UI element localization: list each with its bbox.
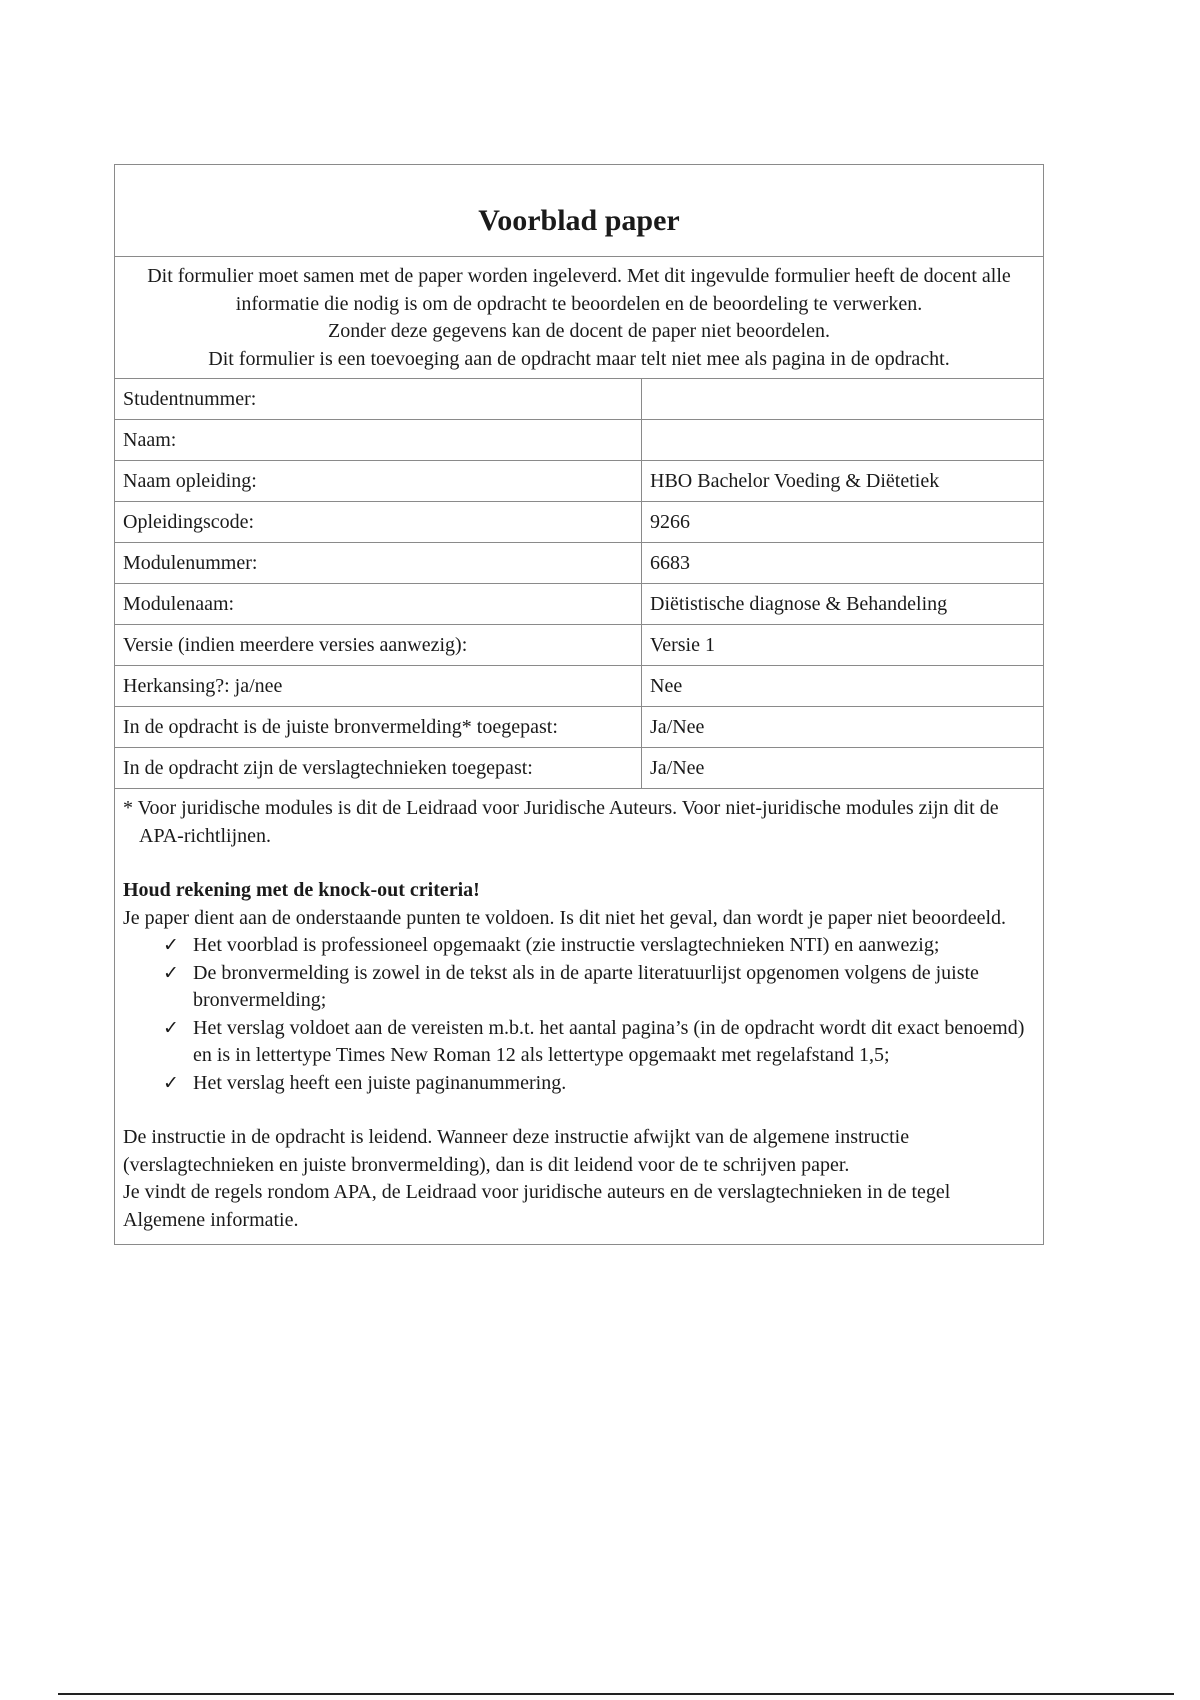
knockout-list: [123, 932, 1035, 1097]
table-row: [115, 625, 1043, 666]
field-label-modulenummer: Modulenummer:: [115, 543, 642, 584]
field-label-modulenaam: Modulenaam:: [115, 584, 642, 625]
field-value-verslagtechnieken: Ja/Nee: [642, 748, 1044, 789]
checkmark-icon: ✓: [163, 1016, 179, 1039]
table-row: [115, 502, 1043, 543]
field-label-naam-opleiding: Naam opleiding:: [115, 461, 642, 502]
table-row: [115, 420, 1043, 461]
list-item: [163, 1070, 1035, 1098]
field-value-opleidingscode: 9266: [642, 502, 1044, 543]
spacer: [123, 850, 1035, 877]
list-item-text: Het verslag heeft een juiste paginanummering.: [193, 1071, 567, 1094]
table-row: [115, 707, 1043, 748]
checkmark-icon: ✓: [163, 934, 179, 956]
knockout-heading: Houd rekening met de knock-out criteria!: [123, 879, 480, 901]
list-item: [163, 1015, 1035, 1070]
table-row: [115, 748, 1043, 789]
field-label-versie: Versie (indien meerdere versies aanwezig):: [115, 625, 642, 666]
checkmark-icon: ✓: [163, 961, 179, 984]
footnote: * Voor juridische modules is dit de Leidraad voor Juridische Auteurs. Voor niet-juridische modules zijn dit de APA-richtlijnen.: [123, 797, 999, 847]
field-value-versie: Versie 1: [642, 625, 1044, 666]
page-title: Voorblad paper: [478, 204, 680, 237]
field-value-naam[interactable]: [642, 420, 1044, 461]
spacer: [123, 1097, 1035, 1124]
checkmark-icon: ✓: [163, 1071, 179, 1094]
intro-paragraph: Zonder deze gegevens kan de docent de paper niet beoordelen.: [328, 320, 830, 342]
intro-paragraph: Dit formulier moet samen met de paper worden ingeleverd. Met dit ingevulde formulier heeft de docent alle informatie die nodig is om de opdracht te beoordelen en de beoordeling te verwerken.: [147, 265, 1011, 315]
title-row: [115, 165, 1043, 257]
field-value-modulenummer: 6683: [642, 543, 1044, 584]
field-label-verslagtechnieken: In de opdracht zijn de verslagtechnieken toegepast:: [115, 748, 642, 789]
field-value-studentnummer[interactable]: [642, 379, 1044, 420]
list-item-text: De bronvermelding is zowel in de tekst als in de aparte literatuurlijst opgenomen volgens de juiste bronvermelding;: [193, 961, 979, 1011]
list-item: [163, 932, 1035, 960]
intro-paragraph: Dit formulier is een toevoeging aan de opdracht maar telt niet mee als pagina in de opdracht.: [208, 347, 950, 370]
field-value-bronvermelding: Ja/Nee: [642, 707, 1044, 748]
field-value-herkansing: Nee: [642, 666, 1044, 707]
list-item-text: Het verslag voldoet aan de vereisten m.b.t. het aantal pagina’s (in de opdracht wordt dit exact benoemd) en is in lettertype Times New Roman 12 als lettertype opgemaakt met regelafstand 1,5;: [193, 1016, 1025, 1066]
closing-paragraph: Je vindt de regels rondom APA, de Leidraad voor juridische auteurs en de verslagtechnieken in de tegel Algemene informatie.: [123, 1181, 951, 1231]
field-label-herkansing: Herkansing?: ja/nee: [115, 666, 642, 707]
table-row: [115, 461, 1043, 502]
table-row: [115, 543, 1043, 584]
table-row: [115, 666, 1043, 707]
table-row: [115, 584, 1043, 625]
fields-table: [115, 379, 1043, 789]
field-label-opleidingscode: Opleidingscode:: [115, 502, 642, 543]
field-value-modulenaam: Diëtistische diagnose & Behandeling: [642, 584, 1044, 625]
list-item: [163, 960, 1035, 1015]
list-item-text: Het voorblad is professioneel opgemaakt (zie instructie verslagtechnieken NTI) en aanwezig;: [193, 934, 940, 956]
cover-sheet-form: [114, 164, 1044, 1245]
bottom-rule: [58, 1693, 1174, 1695]
intro-block: [115, 257, 1043, 379]
table-row: [115, 379, 1043, 420]
field-label-bronvermelding: In de opdracht is de juiste bronvermelding* toegepast:: [115, 707, 642, 748]
field-label-studentnummer: Studentnummer:: [115, 379, 642, 420]
knockout-intro: Je paper dient aan de onderstaande punten te voldoen. Is dit niet het geval, dan wordt je paper niet beoordeeld.: [123, 906, 1007, 929]
notes-block: [115, 789, 1043, 1244]
field-value-naam-opleiding: HBO Bachelor Voeding & Diëtetiek: [642, 461, 1044, 502]
field-label-naam: Naam:: [115, 420, 642, 461]
closing-paragraph: De instructie in de opdracht is leidend. Wanneer deze instructie afwijkt van de algemene instructie (verslagtechnieken en juiste bronvermelding), dan is dit leidend voor de te schrijven paper.: [123, 1126, 910, 1176]
